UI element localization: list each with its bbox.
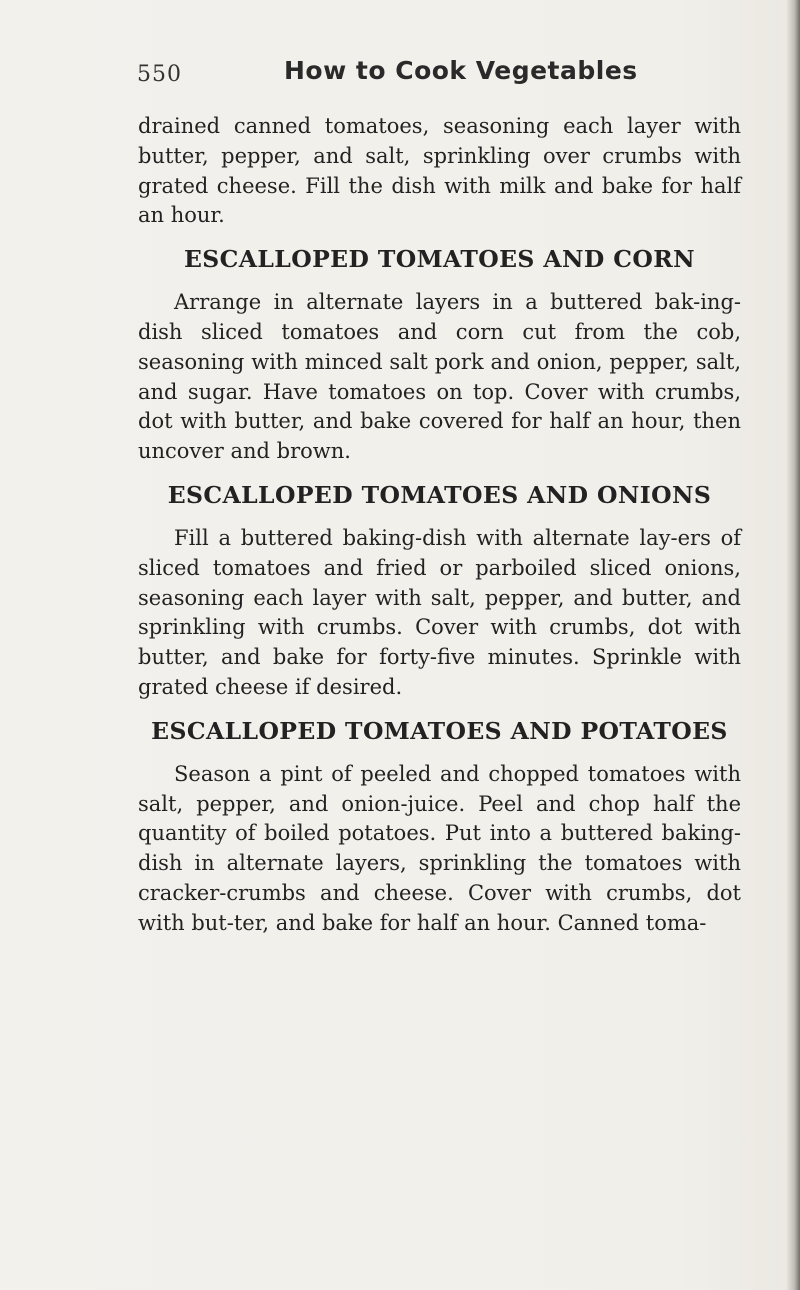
page-header <box>137 52 757 92</box>
running-head: How to Cook Vegetables <box>284 56 638 85</box>
page-body <box>138 112 741 939</box>
section-text-potatoes: Season a pint of peeled and chopped tomatoes with salt, pepper, and onion-juice. Peel and chop half the quantity of boiled potatoes. Put into a buttered baking-dish in alternate layers, sprinkling the tomatoes with cracker-crumbs and cheese. Cover with crumbs, dot with but-ter, and bake for half an hour. Canned toma- <box>138 761 741 935</box>
section-heading-potatoes: ESCALLOPED TOMATOES AND POTATOES <box>151 716 728 745</box>
intro-paragraph: drained canned tomatoes, seasoning each layer with butter, pepper, and salt, sprinkling over crumbs with grated cheese. Fill the dish with milk and bake for half an hour. <box>138 114 741 228</box>
page-number: 550 <box>137 62 182 87</box>
page-edge-shadow <box>786 0 800 1290</box>
section-heading-onions: ESCALLOPED TOMATOES AND ONIONS <box>167 480 712 509</box>
section-text-onions: Fill a buttered baking-dish with alternate lay-ers of sliced tomatoes and fried or parboiled sliced onions, seasoning each layer with salt, pepper, and butter, and sprinkling with crumbs. Cover with crumbs, dot with butter, and bake for forty-five minutes. Sprinkle with grated cheese if desired. <box>138 525 741 699</box>
section-heading-corn: ESCALLOPED TOMATOES AND CORN <box>183 245 696 274</box>
section-text-corn: Arrange in alternate layers in a buttered bak-ing-dish sliced tomatoes and corn cut from the cob, seasoning with minced salt pork and onion, pepper, salt, and sugar. Have tomatoes on top. Cover with crumbs, dot with butter, and bake covered for half an hour, then uncover and brown. <box>138 290 741 464</box>
